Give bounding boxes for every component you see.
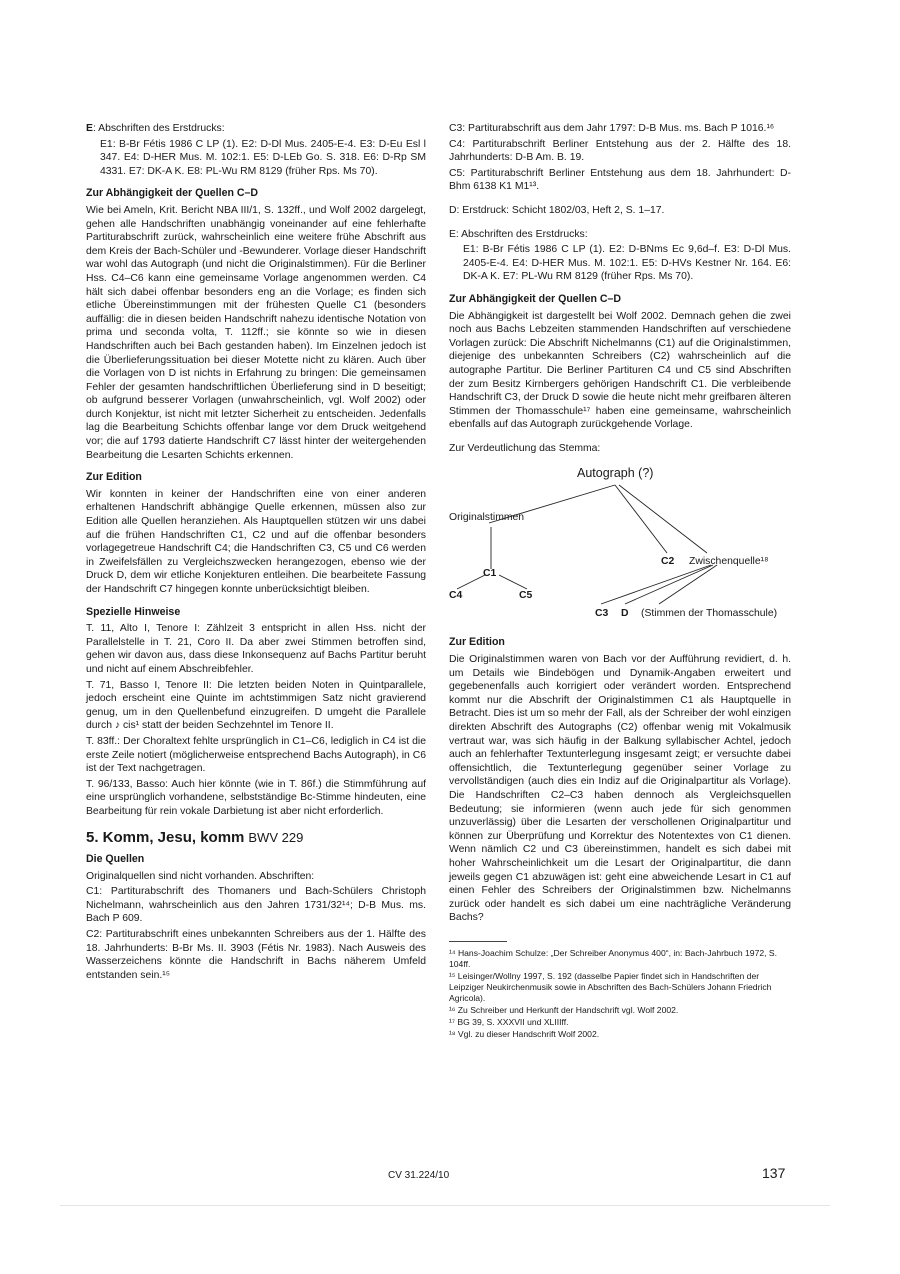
footnote-18: ¹⁸ Vgl. zu dieser Handschrift Wolf 2002.: [449, 1028, 600, 1039]
stemma-c5: C5: [519, 590, 533, 602]
source-c2: C2: Partiturabschrift eines unbekannten Schreibers aus der 1. Hälfte des 18. Jahrhunderts: B-Br Ms. II. 3903 (Fétis Nr. 1983). Nach Ausweis des Wasserzeichens könnte die Handschrift in Bachs näherem Umfeld entstanden sein.¹⁵: [86, 929, 426, 981]
paragraph-abhaengigkeit-right: Die Abhängigkeit ist dargestellt bei Wolf 2002. Demnach gehen die zwei noch aus Bachs Lebzeiten stammenden Handschriften auf verschiedene Vorlagen zurück: Die Abschrift Nichelmanns (C1) auf die Originalstimmen, diejenige des unbekannten Schreibers (C2) wahrscheinlich auf die autographe Partitur. Die Berliner Partituren C4 und C5 sind Abschriften der zum Besitz Kirnbergers gehörigen Handschrift C1. Die verbleibende Handschrift C3, der Druck D sowie die heute nicht mehr greifbaren älteren Stimmen der Thomasschule¹⁷ haben eine gemeinsame, wahrscheinlich ebenfalls auf das Autograph zurückgehende Vorlage.: [449, 310, 791, 431]
source-c3: C3: Partiturabschrift aus dem Jahr 1797: D-B Mus. ms. Bach P 1016.¹⁶: [449, 123, 775, 134]
stemma-lines: [449, 465, 791, 627]
heading-abhaengigkeit-right: Zur Abhängigkeit der Quellen C–D: [449, 292, 622, 305]
footnote-17: ¹⁷ BG 39, S. XXXVII und XLIIIff.: [449, 1016, 569, 1027]
footnote-15: ¹⁵ Leisinger/Wollny 1997, S. 192 (dasselbe Papier findet sich in Handschriften der Leipziger Neukirchenmusik sowie in Abschriften des Bach-Schülers Johann Friedrich Agricola).: [449, 970, 772, 1003]
footnote-16: ¹⁶ Zu Schreiber und Herkunft der Handschrift vgl. Wolf 2002.: [449, 1004, 679, 1015]
hinweis-t96: T. 96/133, Basso: Auch hier könnte (wie in T. 86f.) die Stimmführung auf eine ursprünglich vorhandene, selbstständige Bc-Stimme hindeuten, eine Bearbeitung für rein vokale Darbietung ist aber nicht erforderlich.: [86, 778, 426, 817]
right-column: [449, 122, 791, 1041]
stemma-c1: C1: [483, 568, 497, 580]
stemma-c3: C3: [595, 608, 609, 620]
heading-spezielle-hinweise: Spezielle Hinweise: [86, 605, 181, 618]
heading-abhaengigkeit: Zur Abhängigkeit der Quellen C–D: [86, 187, 259, 200]
heading-edition-right: Zur Edition: [449, 636, 505, 649]
footnote-divider: [449, 941, 507, 942]
paragraph-abhaengigkeit: Wie bei Ameln, Krit. Bericht NBA III/1, S. 132ff., und Wolf 2002 dargelegt, gehen alle Handschriften unabhängig voneinander auf eine fehlerhafte Partiturabschrift zurück, wahrscheinlich eine weitere frühe Abschrift aus dem Kreis der Bach-Schüler und -Bewunderer. Vorlage dieser Handschrift war wohl das Autograph (und nicht die Originalstimmen). Für die Berliner Hss. C4–C6 kann eine gemeinsame Vorlage angenommen werden. C4 hält sich dabei offenbar besonders eng an die Vorlage; es finden sich etliche Übereinstimmungen mit der frühesten Quelle C1 (besonders auffällig: die in diesen beiden Handschrift nahezu identische Notation von prima und seconda volta, T. 112ff.; sie könnte so wie in diesen Handschriften auch bei Bach gestanden haben). Im Einzelnen jedoch ist die Überlieferungssituation bei dieser Motette nicht zu klären. Auch über die Vorlagen von D ist nichts in Erfahrung zu bringen: Die gemeinsamen Fehler der gesamten handschriftlichen Überlieferung sind in D beseitigt; ob aufgrund besserer Vorlagen (unwahrscheinlich, vgl. Wolf 2002) oder durch Konjektur, ist nicht mit letzter Sicherheit zu entscheiden. Jedenfalls lag die Bearbeitung Schichts offenbar lange vor dem Druck weitgehend vor; die auf 1793 datierte Handschrift C7 lässt hinter der weitergehenden Bearbeitung die Lesarten Schichts erkennen.: [86, 204, 426, 461]
footer-catalog-code: CV 31.224/10: [388, 1170, 450, 1181]
hinweis-t83: T. 83ff.: Der Choraltext fehlte ursprünglich in C1–C6, lediglich in C4 ist die erste Zeile notiert (möglicherweise entsprechend Bachs Autograph), in C6 ist der Text nachgetragen.: [86, 735, 426, 775]
source-e: E: Abschriften des Erstdrucks:: [449, 228, 588, 240]
footer-rule: [60, 1205, 830, 1206]
section-title-komm-jesu: 5. Komm, Jesu, komm BWV 229: [86, 828, 304, 846]
stemma-originalstimmen: Originalstimmen: [449, 512, 525, 524]
paragraph-edition-right: Die Originalstimmen waren von Bach vor der Aufführung revidiert, d. h. um Details wie Bindebögen und Dynamik-Angaben erweitert und gegebenenfalls auch korrigiert oder verändert worden. Entsprechend kommt nur die Abschrift der Originalstimmen C1 als Hauptquelle in Betracht. Dies ist um so mehr der Fall, als der Schreiber der wohl einzigen direkten Abschrift des Autographs (C2) offenbar wenig mit Vokalmusik vertraut war, was sich häufig in der Balkung syllabischer Achtel, jedoch auch an fehlerhafter Textunterlegung insgesamt zeigt; er versuchte dabei offensichtlich, die Textunterlegung gegenüber seiner Vorlage zu vervollständigen (auch dies ein Indiz auf die Originalpartitur als Vorlage). Die Handschriften C2–C3 haben dennoch als Vergleichsquellen Bedeutung; sie informieren (wenn auch jede für sich genommen unzuverlässig) über die Lesarten der verschollenen Originalpartitur und können zur Überprüfung und Korrektur des Notentextes von C1 dienen. Wenn nämlich C2 und C3 übereinstimmen, handelt es sich dabei mit hoher Wahrscheinlichkeit um die Lesart der Originalpartitur, die dann jeweils gegen C1 abzuwägen ist: geht eine abweichende Lesart in C1 auf einen Fehler des Schreibers der Originalstimmen bzw. Nichelmanns zurück oder handelt es sich dabei um eine nachträgliche Veränderung Bachs?: [449, 654, 791, 924]
heading-edition: Zur Edition: [86, 471, 142, 484]
stemma-zwischenquelle: Zwischenquelle¹⁸: [689, 556, 769, 568]
e-list-right: E1: B-Br Fétis 1986 C LP (1). E2: D-BNms Ec 9,6d–f. E3: D-Dl Mus. 2405-E-4. E4: D-HER Mus. M. 102:1. E5: D-HVs Kestner Nr. 164. E6: DK-A K. E7: PL-Wu RM 8129 (früher Rps. Ms 70).: [463, 244, 791, 283]
source-c4: C4: Partiturabschrift Berliner Entstehung aus der 2. Hälfte des 18. Jahrhunderts: D-B Am. B. 19.: [449, 138, 791, 164]
page-number: 137: [762, 1165, 786, 1181]
e-intro: E: Abschriften des Erstdrucks:: [86, 123, 225, 134]
source-c1: C1: Partiturabschrift des Thomaners und Bach-Schülers Christoph Nichelmann, wahrscheinlich aus den Jahren 1731/32¹⁴; D-B Mus. ms. Bach P 609.: [86, 886, 426, 925]
source-c5: C5: Partiturabschrift Berliner Entstehung aus dem 18. Jahrhundert: D-Bhm 6138 K1 M1¹³.: [449, 167, 791, 193]
stemma-autograph: Autograph (?): [577, 466, 654, 481]
stemma-stimmen-thomasschule: (Stimmen der Thomasschule): [641, 608, 778, 620]
e-list: E1: B-Br Fétis 1986 C LP (1). E2: D-Dl Mus. 2405-E-4. E3: D-Eu Esl l 347. E4: D-HER Mus. M. 102:1. E5: D-LEb Go. S. 318. E6: D-Rp SM 4331. E7: DK-A K. E8: PL-Wu RM 8129 (früher Rps. Ms 70).: [100, 138, 426, 177]
source-d: D: Erstdruck: Schicht 1802/03, Heft 2, S. 1–17.: [449, 204, 665, 216]
left-column: [86, 122, 426, 984]
stemma-d: D: [621, 608, 629, 620]
stemma-diagram: [449, 465, 791, 627]
stemma-intro: Zur Verdeutlichung das Stemma:: [449, 442, 601, 454]
stemma-c2: C2: [661, 556, 675, 568]
stemma-c4: C4: [449, 590, 463, 602]
footnotes: [449, 948, 791, 1040]
heading-quellen: Die Quellen: [86, 853, 145, 866]
quellen-intro: Originalquellen sind nicht vorhanden. Abschriften:: [86, 870, 315, 882]
footnote-14: ¹⁴ Hans-Joachim Schulze: „Der Schreiber Anonymus 400“, in: Bach-Jahrbuch 1972, S. 104ff.: [449, 947, 778, 969]
hinweis-t11: T. 11, Alto I, Tenore I: Zählzeit 3 entspricht in allen Hss. nicht der Parallelstelle in T. 21, Coro II. Da aber zwei Stimmen betroffen sind, gehen wir davon aus, dass diese Inkonsequenz auf Bachs Partitur beruht und nicht auf einem Abschreibfehler.: [86, 623, 426, 675]
hinweis-t71: T. 71, Basso I, Tenore II: Die letzten beiden Noten in Quintparallele, jedoch erscheint eine Quinte im achtstimmigen Satz nicht gravierend genug, um in den Quellenbefund einzugreifen. D umgeht die Parallele durch ♪ cis¹ statt der beiden Sechzehntel im Tenore II.: [86, 679, 426, 732]
paragraph-edition: Wir konnten in keiner der Handschriften eine von einer anderen erhaltenen Handschrift abhängige Quelle erkennen, müssen also zur Edition alle Quellen heranziehen. Als Hauptquellen stützen wir uns dabei auf die frühen Handschriften C1, C2 und auf die offenbar besonders vorlagegetreue Handschrift C4; die Handschriften C3, C5 und C6 werden in Zweifelsfällen zu Vergleichszwecken herangezogen, ebenso wie der Druck D, dem wir etliche Konjekturen entleihen. Die bearbeitete Fassung der Handschrift C7 hingegen konnte unberücksichtigt bleiben.: [86, 488, 426, 595]
